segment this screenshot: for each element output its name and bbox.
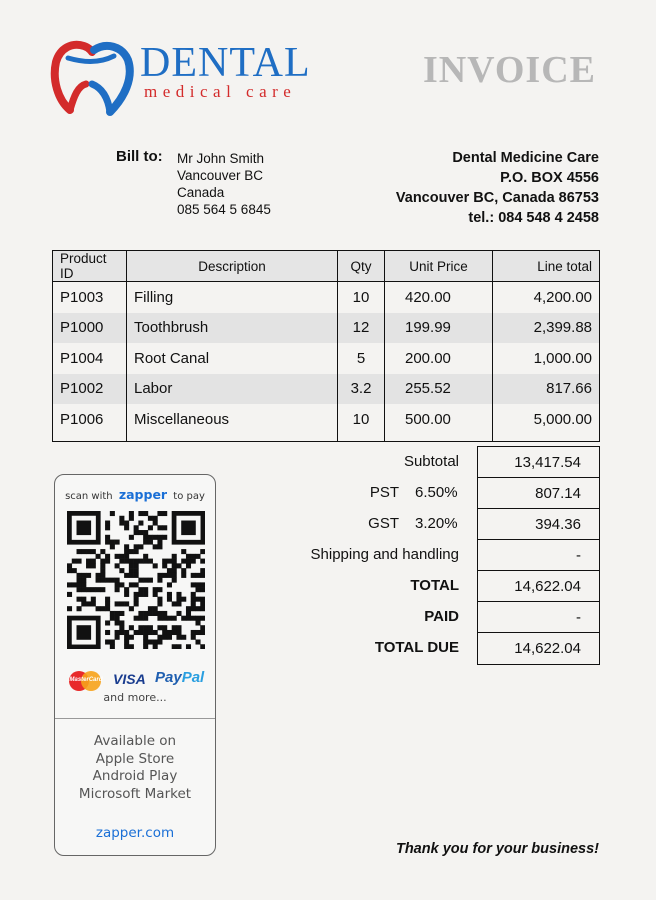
totals-label-row (280, 508, 477, 539)
table-row (53, 282, 600, 313)
table-row (53, 404, 600, 441)
line-total-cell: 5,000.00 (493, 404, 600, 441)
scan-prefix: scan with (65, 491, 113, 502)
mastercard-icon: MasterCard (69, 671, 103, 691)
product-id-cell: P1000 (53, 313, 127, 344)
product-id-cell: P1006 (60, 410, 104, 428)
line-total-cell: 4,200.00 (493, 282, 600, 313)
qty-cell: 10 (338, 282, 385, 313)
totals-label-row (280, 539, 477, 570)
document-title: INVOICE (422, 49, 596, 91)
zapper-payment-card (54, 474, 216, 856)
description-cell: Miscellaneous (127, 404, 338, 441)
qty-cell: 3.2 (338, 374, 385, 405)
totals-label: PAID (424, 608, 459, 625)
table-header-row (53, 251, 600, 282)
qty-cell: 12 (338, 313, 385, 344)
description-cell: Filling (127, 282, 338, 313)
store-line: Apple Store (95, 750, 175, 767)
card-divider (55, 718, 215, 719)
zapper-brand: zapper (118, 487, 168, 502)
description-cell: Toothbrush (127, 313, 338, 344)
visa-icon: VISA (113, 671, 146, 687)
paypal-icon: PayPal (155, 669, 205, 686)
tax-rate: 3.20% (415, 515, 458, 532)
header-line-total: Line total (493, 251, 600, 282)
logo-brand: DENTAL (140, 40, 311, 86)
totals-label: PST (369, 484, 399, 501)
header-product-id: Product ID (53, 251, 127, 282)
product-id-cell: P1003 (60, 288, 104, 306)
company-logo (48, 40, 318, 120)
bill-to-label: Bill to: (116, 148, 163, 165)
company-phone: tel.: 084 548 4 2458 (468, 210, 599, 226)
totals-value: - (478, 540, 599, 571)
totals-label: Shipping and handling (310, 546, 459, 563)
company-city: Vancouver BC, Canada 86753 (395, 190, 599, 206)
totals-label: TOTAL (410, 577, 459, 594)
scan-suffix: to pay (173, 491, 205, 502)
description-cell: Labor (127, 374, 338, 405)
totals-value: 807.14 (478, 478, 599, 509)
totals-value: 13,417.54 (478, 447, 599, 478)
company-address (396, 148, 599, 228)
tooth-icon (48, 40, 134, 120)
table-row (53, 313, 600, 344)
store-line: Android Play (92, 768, 178, 784)
table-row (53, 374, 600, 405)
table-row (53, 343, 600, 374)
and-more-text: and more... (103, 691, 167, 704)
unit-price-cell: 200.00 (385, 343, 493, 374)
totals-label-row (280, 446, 477, 477)
product-id-cell: P1004 (60, 349, 104, 367)
customer-country: Canada (177, 185, 225, 200)
description-cell: Root Canal (127, 343, 338, 374)
zapper-link[interactable]: zapper.com (95, 825, 175, 841)
totals-labels (280, 446, 477, 663)
company-name: Dental Medicine Care (452, 150, 599, 166)
customer-name: Mr John Smith (177, 151, 265, 166)
company-po-box: P.O. BOX 4556 (500, 170, 599, 186)
line-total-cell: 1,000.00 (493, 343, 600, 374)
payment-logos (67, 669, 207, 689)
header-unit-price: Unit Price (385, 251, 493, 282)
logo-tagline: medical care (144, 82, 297, 101)
totals-value: 14,622.04 (514, 640, 581, 657)
totals-label-row (280, 601, 477, 632)
qr-code-icon[interactable] (67, 511, 205, 649)
zapper-scan-text (55, 487, 215, 502)
totals-value: 14,622.04 (478, 571, 599, 602)
totals-label: GST (368, 515, 399, 532)
product-id-cell: P1002 (53, 374, 127, 405)
totals-label-row (280, 632, 477, 663)
totals-label-row (280, 570, 477, 601)
bill-to-address (177, 150, 271, 218)
line-total-cell: 2,399.88 (493, 313, 600, 344)
totals-values (477, 446, 600, 665)
unit-price-cell: 420.00 (385, 282, 493, 313)
totals-label: TOTAL DUE (374, 639, 459, 656)
header-description: Description (127, 251, 338, 282)
unit-price-cell: 255.52 (385, 374, 493, 405)
unit-price-cell: 500.00 (385, 404, 493, 441)
totals-label-row (280, 477, 477, 508)
totals-value: - (478, 602, 599, 633)
store-line: Available on (93, 733, 177, 749)
customer-phone: 085 564 5 6845 (177, 202, 271, 217)
thank-you-note: Thank you for your business! (395, 841, 599, 857)
line-total-cell: 817.66 (493, 374, 600, 405)
customer-city: Vancouver BC (177, 168, 264, 183)
store-line: Microsoft Market (78, 785, 192, 802)
unit-price-cell: 199.99 (385, 313, 493, 344)
store-availability (55, 733, 215, 803)
qty-cell: 5 (338, 343, 385, 374)
tax-rate: 6.50% (415, 484, 458, 501)
qty-cell: 10 (338, 404, 385, 441)
items-table (52, 250, 600, 442)
totals-value: 394.36 (478, 509, 599, 540)
header-qty: Qty (338, 251, 385, 282)
totals-label: Subtotal (403, 453, 459, 470)
